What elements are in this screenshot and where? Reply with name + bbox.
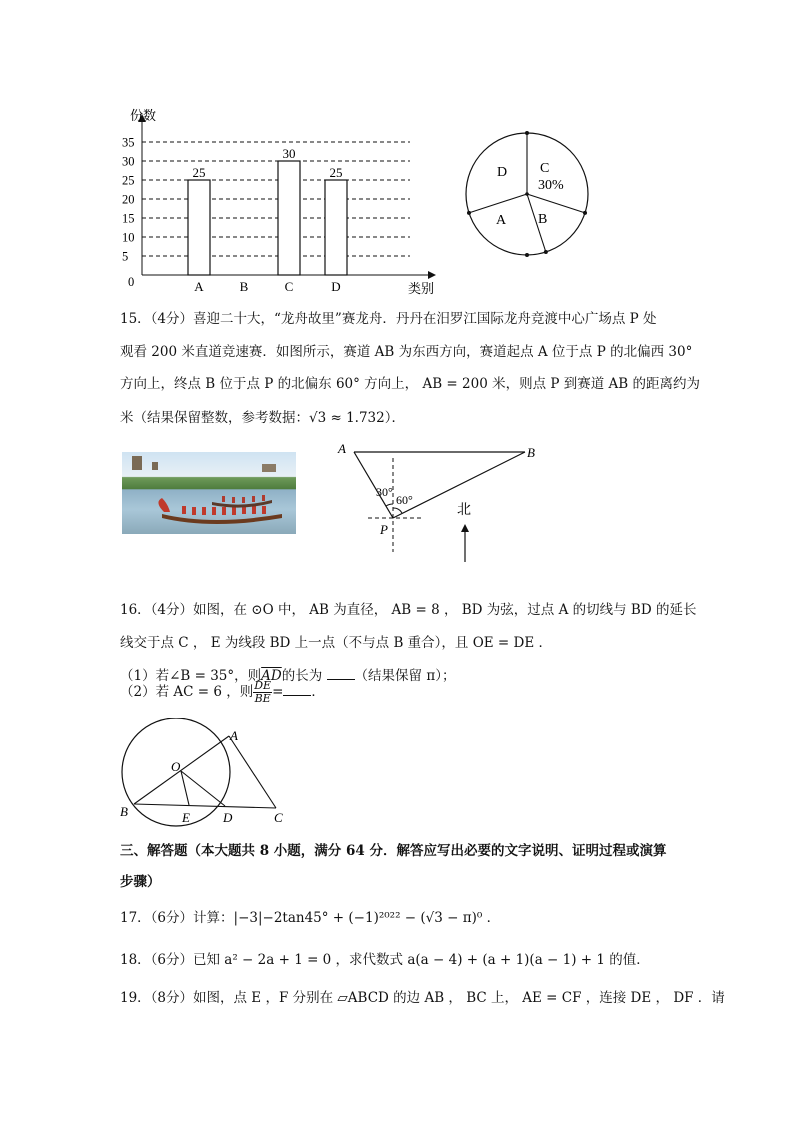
label-p: P — [380, 522, 388, 537]
section-3-heading-2: 步骤） — [120, 874, 161, 890]
tangent-ac — [229, 736, 276, 808]
pie-point-1 — [583, 211, 587, 215]
pie-point-bottom — [525, 253, 529, 257]
q16-equals: = — [272, 684, 284, 700]
q17-text: 17．（6分）计算：|−3|−2tan45° + (−1)²⁰²² − (√3 − π)⁰ ． — [120, 910, 501, 926]
q16-fraction — [253, 680, 272, 705]
y-tick-label: 25 — [122, 173, 135, 188]
dragon-boat-picture — [122, 452, 296, 534]
label-north: 北 — [457, 503, 471, 518]
pie-label-c: C — [540, 161, 550, 176]
category-label-b: B — [239, 279, 249, 294]
y-tick-label: 30 — [122, 154, 135, 169]
diameter-ab — [134, 736, 229, 804]
label-d: D — [223, 810, 233, 825]
y-tick-label: 20 — [122, 192, 135, 207]
bar-chart-categories — [194, 279, 340, 294]
y-axis-label: 份数 — [130, 108, 157, 123]
q19-text: 19．（8分）如图，点 E ，F 分别在 ▱ABCD 的边 AB ， BC 上， AE = CF ，连接 DE ， DF ．请 — [120, 990, 725, 1006]
label-o: O — [171, 759, 181, 774]
pie-label-d: D — [497, 165, 508, 180]
y-tick-label: 5 — [122, 249, 129, 264]
bar-chart — [110, 100, 450, 300]
q15-figure — [330, 438, 550, 564]
bar-chart-grid — [142, 142, 410, 256]
bar-value-label-d: 25 — [329, 165, 343, 180]
pie-label-a: A — [496, 213, 507, 228]
bar-d — [325, 180, 347, 275]
line-bc — [134, 804, 276, 808]
bar-c — [278, 161, 300, 275]
label-a: A — [338, 441, 346, 456]
q15-line-4: 米（结果保留整数，参考数据：√3 ≈ 1.732）． — [120, 410, 405, 426]
angle-60-arc — [393, 508, 402, 513]
label-60-deg: 60° — [396, 493, 413, 507]
label-30-deg: 30° — [376, 485, 393, 499]
q16-sub-2-pre: （2）若 AC = 6 ，则 — [120, 684, 254, 700]
q15-line-2: 观看 200 米直道竞速赛．如图所示，赛道 AB 为东西方向，赛道起点 A 位于点 P 的北偏西 30° — [120, 344, 693, 360]
category-label-a: A — [194, 279, 204, 294]
pie-point-3 — [467, 211, 471, 215]
label-e: E — [182, 810, 190, 825]
y-tick-label: 15 — [122, 211, 135, 226]
bar-chart-y-ticks — [122, 136, 135, 290]
pie-point-2 — [544, 250, 548, 254]
pie-label-b: B — [538, 212, 548, 227]
q16-fraction-num: DE — [254, 679, 272, 692]
q16-sub-1-pre: （1）若∠B = 35°，则 — [120, 668, 262, 684]
bar-chart-bars — [188, 146, 347, 275]
pie-annotation-c: 30% — [538, 178, 564, 193]
label-b: B — [120, 804, 128, 819]
x-axis-arrow — [428, 271, 436, 279]
x-axis-label: 类别 — [408, 281, 435, 296]
q16-answer-blank-2 — [283, 683, 311, 696]
q15-line-3: 方向上，终点 B 位于点 P 的北偏东 60° 方向上， AB = 200 米，则点 P 到赛道 AB 的距离约为 — [120, 376, 701, 392]
pie-chart — [462, 128, 592, 260]
y-tick-label: 0 — [128, 275, 135, 289]
label-c: C — [274, 810, 283, 825]
y-tick-label: 10 — [122, 230, 135, 245]
q16-sub-2: （2）若 AC = 6 ，则 $\frac{DE}{BE}$ = ． — [120, 679, 325, 705]
q16-line-1: 16．（4分）如图，在 ⊙O 中， AB 为直径， AB = 8 ， BD 为弦，过点 A 的切线与 BD 的延长 — [120, 602, 697, 618]
pie-center — [525, 192, 529, 196]
dragon-boat-photo — [122, 452, 296, 534]
bar-value-label-a: 25 — [192, 165, 206, 180]
section-3-heading-1: 三、解答题（本大题共 8 小题，满分 64 分．解答应写出必要的文字说明、证明过程或演算 — [120, 843, 667, 859]
q15-line-1: 15．（4分）喜迎二十大，“龙舟故里”赛龙舟．丹丹在汨罗江国际龙舟竞渡中心广场点 P 处 — [120, 311, 657, 327]
label-b: B — [527, 445, 535, 460]
bar-a — [188, 180, 210, 275]
pie-point-0 — [525, 131, 529, 135]
q16-figure — [112, 718, 300, 830]
bar-value-label-c: 30 — [282, 146, 296, 161]
q16-arc-ad: $\overline{AD}$ — [261, 668, 282, 684]
q16-sub-1-post: 的长为 — [281, 668, 323, 684]
q18-text: 18．（6分）已知 a² − 2a + 1 = 0 ，求代数式 a(a − 4) + (a + 1)(a − 1) + 1 的值． — [120, 952, 650, 968]
y-tick-label: 35 — [122, 135, 135, 150]
category-label-d: D — [331, 279, 341, 294]
north-arrow-head — [461, 524, 469, 532]
q16-answer-blank-1 — [327, 667, 355, 680]
q16-sub-1-note: （结果保留 π）； — [354, 668, 456, 684]
q16-line-2: 线交于点 C ， E 为线段 BD 上一点（不与点 B 重合），且 OE = DE ． — [120, 635, 553, 651]
label-a: A — [230, 728, 238, 743]
category-label-c: C — [284, 279, 294, 294]
q16-fraction-den: BE — [254, 692, 271, 705]
angle-30-arc — [386, 504, 393, 506]
